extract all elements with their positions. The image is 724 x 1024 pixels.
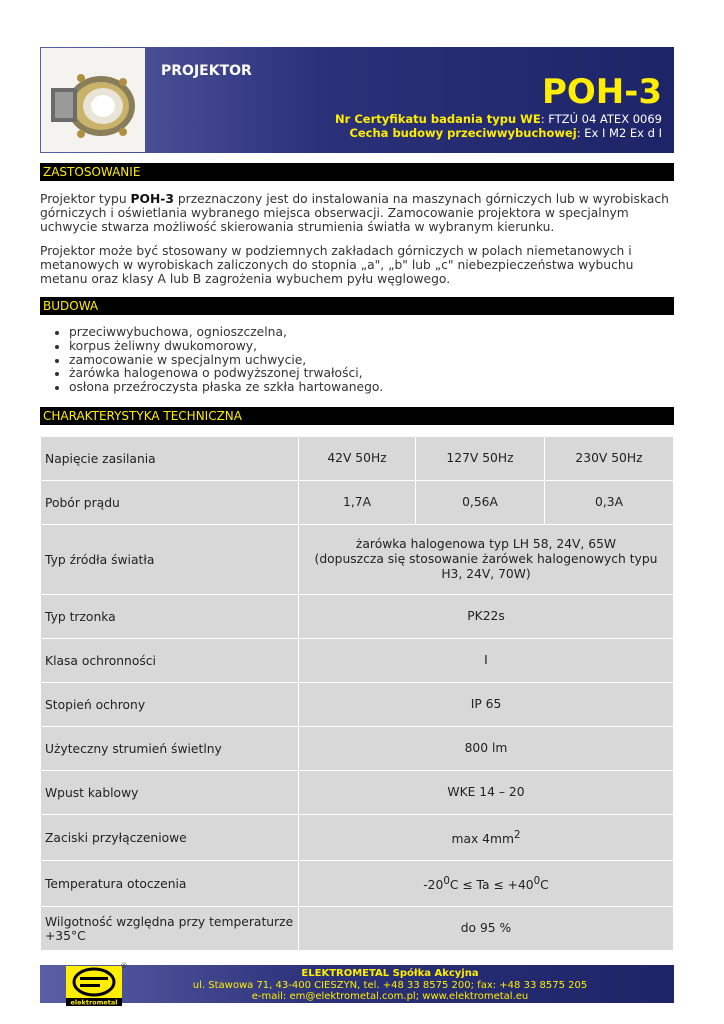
list-item: • przeciwwybuchowa, ognioszczelna, bbox=[69, 326, 383, 340]
p1-pre: Projektor typu bbox=[40, 192, 131, 206]
cert-value: : FTZÚ 04 ATEX 0069 bbox=[540, 112, 662, 126]
spec-value: 800 lm bbox=[299, 727, 674, 771]
spec-label: Użyteczny strumień świetlny bbox=[41, 727, 299, 771]
table-row bbox=[41, 437, 674, 481]
spec-value: 0,3A bbox=[545, 481, 674, 525]
list-item: • żarówka halogenowa o podwyższonej trwałości, bbox=[69, 367, 383, 381]
spec-label: Pobór prądu bbox=[41, 481, 299, 525]
company-logo bbox=[66, 962, 126, 1006]
spec-value: 42V 50Hz bbox=[299, 437, 416, 481]
spec-label: Typ źródła światła bbox=[41, 525, 299, 595]
company-name: ELEKTROMETAL Spółka Akcyjna bbox=[301, 968, 479, 979]
source-line-2: (dopuszcza się stosowanie żarówek halogenowych typu H3, 24V, 70W) bbox=[314, 552, 658, 581]
list-item: • korpus żeliwny dwukomorowy, bbox=[69, 340, 383, 354]
company-address: ul. Stawowa 71, 43-400 CIESZYN, tel. +48 33 8575 200; fax: +48 33 8575 205 bbox=[192, 979, 588, 991]
table-row bbox=[41, 815, 674, 861]
table-row bbox=[41, 727, 674, 771]
spec-label: Temperatura otoczenia bbox=[41, 861, 299, 907]
spec-label: Wilgotność względna przy temperaturze +35°C bbox=[41, 907, 299, 951]
table-row bbox=[41, 861, 674, 907]
footer-info bbox=[130, 968, 650, 1003]
list-item: • osłona przeźroczysta płaska ze szkła hartowanego. bbox=[69, 381, 383, 395]
spec-value: 0,56A bbox=[416, 481, 545, 525]
spec-value bbox=[299, 525, 674, 595]
spec-value: do 95 % bbox=[299, 907, 674, 951]
table-row bbox=[41, 481, 674, 525]
product-photo bbox=[41, 48, 145, 152]
spec-value: I bbox=[299, 639, 674, 683]
spec-value bbox=[299, 861, 674, 907]
feature-label: Cecha budowy przeciwwybuchowej bbox=[349, 126, 577, 140]
p1-model: POH-3 bbox=[130, 192, 174, 206]
section-budowa: BUDOWA bbox=[40, 297, 674, 315]
temp-a: -20 bbox=[423, 878, 444, 893]
temp-b: C ≤ Ta ≤ +40 bbox=[449, 878, 534, 893]
table-row bbox=[41, 907, 674, 951]
product-model: POH-3 bbox=[541, 72, 662, 112]
spec-value: PK22s bbox=[299, 595, 674, 639]
spec-value bbox=[299, 815, 674, 861]
table-row bbox=[41, 639, 674, 683]
spec-table bbox=[40, 436, 674, 951]
terminals-value: max 4mm bbox=[451, 832, 514, 847]
terminals-sup: 2 bbox=[513, 828, 521, 841]
budowa-list bbox=[40, 326, 383, 395]
registered-mark: ® bbox=[120, 962, 128, 970]
company-contact: e-mail: em@elektrometal.com.pl; www.elektrometal.eu bbox=[251, 991, 529, 1002]
zastosowanie-paragraph-1 bbox=[40, 192, 680, 234]
spec-label: Typ trzonka bbox=[41, 595, 299, 639]
certification-info bbox=[335, 112, 662, 140]
source-line-1: żarówka halogenowa typ LH 58, 24V, 65W bbox=[355, 537, 617, 551]
table-row bbox=[41, 771, 674, 815]
spec-label: Zaciski przyłączeniowe bbox=[41, 815, 299, 861]
table-row bbox=[41, 525, 674, 595]
feature-value: : Ex I M2 Ex d I bbox=[576, 126, 662, 140]
zastosowanie-paragraph-2: Projektor może być stosowany w podziemnych zakładach górniczych w polach niemetanowych i metanowych w wyrobiskach zaliczonych do stopnia „a", „b" lub „c" niebezpieczeństwa wybuchu metanu oraz klasy A lub B zagrożenia wybuchem pyłu węglowego. bbox=[40, 244, 634, 286]
spec-label: Wpust kablowy bbox=[41, 771, 299, 815]
section-charakterystyka: CHARAKTERYSTYKA TECHNICZNA bbox=[40, 407, 674, 425]
spec-value: 127V 50Hz bbox=[416, 437, 545, 481]
logo-text: elektrometal bbox=[70, 998, 118, 1007]
spec-label: Stopień ochrony bbox=[41, 683, 299, 727]
p1-post: przeznaczony jest do instalowania na maszynach górniczych lub w wyrobiskach górniczych i oświetlania wybranego miejsca obserwacji. Zamocowanie projektora w specjalnym uchwycie stwarza możliwość skierowania strumienia światła w wybranym kierunku. bbox=[40, 192, 669, 234]
table-row bbox=[41, 683, 674, 727]
table-row bbox=[41, 595, 674, 639]
spec-value: 1,7A bbox=[299, 481, 416, 525]
list-item: • zamocowanie w specjalnym uchwycie, bbox=[69, 354, 383, 368]
spec-label: Napięcie zasilania bbox=[41, 437, 299, 481]
product-category: PROJEKTOR bbox=[161, 63, 252, 79]
spec-value: 230V 50Hz bbox=[545, 437, 674, 481]
spec-label: Klasa ochronności bbox=[41, 639, 299, 683]
section-zastosowanie: ZASTOSOWANIE bbox=[40, 163, 674, 181]
temp-b-sup: 0 bbox=[533, 874, 541, 887]
cert-label: Nr Certyfikatu badania typu WE bbox=[335, 112, 541, 126]
spec-value: IP 65 bbox=[299, 683, 674, 727]
temp-a-sup: 0 bbox=[443, 874, 450, 887]
temp-c: C bbox=[540, 878, 549, 893]
spec-value: WKE 14 – 20 bbox=[299, 771, 674, 815]
